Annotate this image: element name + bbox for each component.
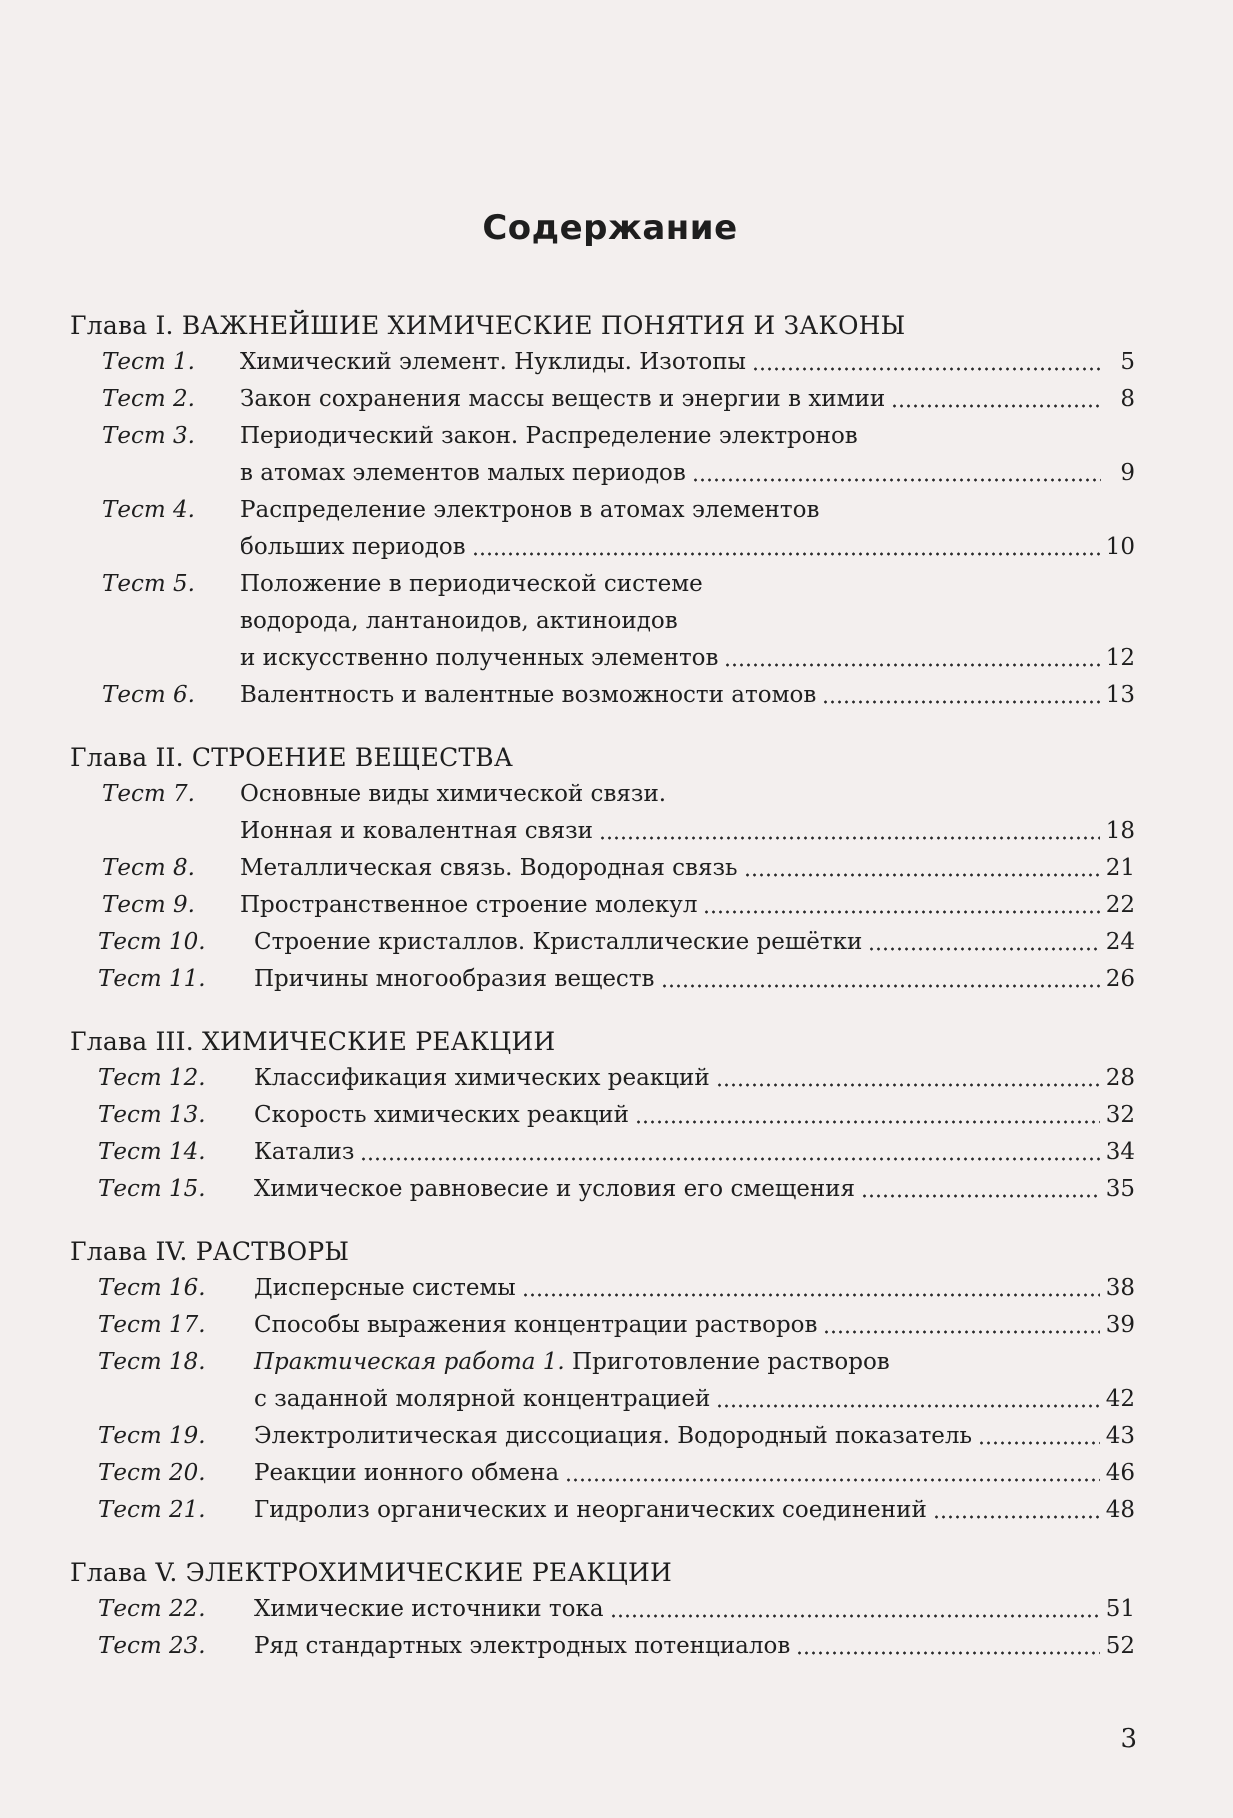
entry-line	[254, 1060, 1135, 1097]
entry-page-number: 35	[1105, 1176, 1135, 1202]
dot-leader	[716, 1083, 1100, 1087]
dot-leader	[796, 1651, 1099, 1655]
entry-line	[254, 1307, 1135, 1344]
entry-page-number: 52	[1105, 1633, 1135, 1659]
toc-entry	[70, 1591, 1135, 1628]
entry-page-number: 22	[1105, 892, 1135, 918]
entry-page-number: 13	[1105, 682, 1135, 708]
entry-line	[254, 1270, 1135, 1307]
entry-body	[240, 677, 1135, 714]
test-label: Тест 23.	[98, 1633, 206, 1659]
toc-entry	[70, 566, 1135, 677]
entry-body	[254, 1628, 1135, 1665]
entry-line	[254, 1097, 1135, 1134]
dot-leader	[752, 367, 1101, 371]
toc-entry	[70, 492, 1135, 566]
test-label: Тест 6.	[102, 682, 195, 708]
dot-leader	[661, 984, 1100, 988]
dot-leader	[868, 947, 1099, 951]
entry-line	[240, 850, 1135, 887]
entry-body	[240, 887, 1135, 924]
test-label: Тест 22.	[98, 1596, 206, 1622]
entry-text: с заданной молярной концентрацией	[254, 1386, 711, 1412]
entry-line	[240, 776, 1135, 813]
entry-page-number: 5	[1120, 349, 1135, 375]
entry-line	[254, 961, 1135, 998]
dot-leader	[933, 1515, 1100, 1519]
entry-line	[240, 566, 1135, 603]
entry-line	[254, 1344, 1135, 1381]
toc-entry	[70, 344, 1135, 381]
entry-text: Периодический закон. Распределение электронов	[240, 423, 858, 449]
dot-leader	[716, 1404, 1099, 1408]
entry-text: Химическое равновесие и условия его смещения	[254, 1176, 855, 1202]
entry-page-number: 18	[1105, 818, 1135, 844]
dot-leader	[610, 1614, 1100, 1618]
entry-text: Приготовление растворов	[564, 1349, 890, 1375]
test-label: Тест 19.	[98, 1423, 206, 1449]
entry-body	[254, 924, 1135, 961]
entry-page-number: 39	[1105, 1312, 1135, 1338]
test-label: Тест 16.	[98, 1275, 206, 1301]
entry-line	[240, 492, 1135, 529]
dot-leader	[599, 836, 1100, 840]
toc-entry	[70, 924, 1135, 961]
entry-page-number: 32	[1105, 1102, 1135, 1128]
dot-leader	[565, 1478, 1100, 1482]
dot-leader	[472, 552, 1100, 556]
entry-body	[254, 1097, 1135, 1134]
test-label: Тест 10.	[98, 929, 206, 955]
entry-body	[254, 1455, 1135, 1492]
entry-text: Строение кристаллов. Кристаллические решётки	[254, 929, 863, 955]
entry-text: Скорость химических реакций	[254, 1102, 629, 1128]
entry-text: Способы выражения концентрации растворов	[254, 1312, 818, 1338]
entry-text: Химический элемент. Нуклиды. Изотопы	[240, 349, 746, 375]
chapter-heading: Глава V. ЭЛЕКТРОХИМИЧЕСКИЕ РЕАКЦИИ	[70, 1558, 673, 1587]
entry-page-number: 24	[1105, 929, 1135, 955]
entry-page-number: 42	[1105, 1386, 1135, 1412]
entry-line	[254, 1171, 1135, 1208]
entry-line	[240, 813, 1135, 850]
dot-leader	[635, 1120, 1100, 1124]
entry-body	[240, 492, 1135, 566]
entry-page-number: 34	[1105, 1139, 1135, 1165]
entry-body	[254, 1134, 1135, 1171]
toc-entry	[70, 1097, 1135, 1134]
entry-page-number: 46	[1105, 1460, 1135, 1486]
entry-text: Катализ	[254, 1139, 355, 1165]
entry-body	[254, 1418, 1135, 1455]
entry-text: Электролитическая диссоциация. Водородный показатель	[254, 1423, 973, 1449]
test-label: Тест 12.	[98, 1065, 206, 1091]
entry-text: и искусственно полученных элементов	[240, 645, 719, 671]
toc-entry	[70, 887, 1135, 924]
entry-text: в атомах элементов малых периодов	[240, 460, 686, 486]
dot-leader	[822, 700, 1099, 704]
entry-text: Дисперсные системы	[254, 1275, 516, 1301]
entry-text: водорода, лантаноидов, актиноидов	[240, 608, 678, 634]
entry-page-number: 26	[1105, 966, 1135, 992]
entry-body	[240, 344, 1135, 381]
entry-line	[240, 344, 1135, 381]
entry-page-number: 48	[1105, 1497, 1135, 1523]
entry-line	[240, 455, 1135, 492]
entry-body	[254, 1591, 1135, 1628]
toc-entry	[70, 1418, 1135, 1455]
test-label: Тест 8.	[102, 855, 195, 881]
entry-line	[254, 924, 1135, 961]
entry-text: Классификация химических реакций	[254, 1065, 710, 1091]
toc-entry	[70, 850, 1135, 887]
entry-page-number: 10	[1105, 534, 1135, 560]
entry-text: Закон сохранения массы веществ и энергии в химии	[240, 386, 886, 412]
entry-line	[254, 1134, 1135, 1171]
test-label: Тест 1.	[102, 349, 195, 375]
toc-chapter	[70, 1024, 1135, 1208]
test-label: Тест 18.	[98, 1349, 206, 1375]
entry-body	[240, 418, 1135, 492]
toc-entry	[70, 1171, 1135, 1208]
dot-leader	[360, 1157, 1099, 1161]
toc-entry	[70, 1060, 1135, 1097]
toc-chapter	[70, 308, 1135, 714]
entry-text: Валентность и валентные возможности атомов	[240, 682, 817, 708]
entry-page-number: 9	[1120, 460, 1135, 486]
toc-entry	[70, 1455, 1135, 1492]
entry-text: Химические источники тока	[254, 1596, 604, 1622]
entry-line	[240, 603, 1135, 640]
chapter-heading: Глава III. ХИМИЧЕСКИЕ РЕАКЦИИ	[70, 1027, 556, 1056]
table-of-contents	[70, 308, 1135, 1691]
toc-chapter	[70, 740, 1135, 998]
entry-text: Положение в периодической системе	[240, 571, 703, 597]
test-label: Тест 5.	[102, 571, 195, 597]
test-label: Тест 9.	[102, 892, 195, 918]
dot-leader	[744, 873, 1100, 877]
entry-page-number: 12	[1105, 645, 1135, 671]
entry-text: Причины многообразия веществ	[254, 966, 655, 992]
toc-chapter	[70, 1555, 1135, 1665]
entry-text: Ионная и ковалентная связи	[240, 818, 593, 844]
entry-line	[254, 1492, 1135, 1529]
entry-body	[240, 381, 1135, 418]
entry-text: Основные виды химической связи.	[240, 781, 667, 807]
entry-text: Распределение электронов в атомах элементов	[240, 497, 820, 523]
test-label: Тест 14.	[98, 1139, 206, 1165]
entry-line	[240, 529, 1135, 566]
test-label: Тест 2.	[102, 386, 195, 412]
entry-line	[240, 381, 1135, 418]
entry-page-number: 28	[1105, 1065, 1135, 1091]
test-label: Тест 13.	[98, 1102, 206, 1128]
entry-line	[240, 677, 1135, 714]
toc-entry	[70, 1134, 1135, 1171]
test-label: Тест 20.	[98, 1460, 206, 1486]
test-label: Тест 15.	[98, 1176, 206, 1202]
dot-leader	[891, 404, 1101, 408]
entry-body	[254, 1344, 1135, 1418]
entry-line	[240, 418, 1135, 455]
test-label: Тест 3.	[102, 423, 195, 449]
toc-entry	[70, 1492, 1135, 1529]
dot-leader	[522, 1293, 1100, 1297]
entry-text: Пространственное строение молекул	[240, 892, 698, 918]
toc-chapter	[70, 1234, 1135, 1529]
entry-body	[254, 1171, 1135, 1208]
entry-text: больших периодов	[240, 534, 466, 560]
dot-leader	[861, 1194, 1100, 1198]
entry-body	[240, 850, 1135, 887]
dot-leader	[703, 910, 1099, 914]
dot-leader	[823, 1330, 1099, 1334]
toc-entry	[70, 418, 1135, 492]
entry-body	[254, 1060, 1135, 1097]
toc-entry	[70, 776, 1135, 850]
chapter-heading: Глава I. ВАЖНЕЙШИЕ ХИМИЧЕСКИЕ ПОНЯТИЯ И ЗАКОНЫ	[70, 311, 906, 340]
entry-line	[254, 1455, 1135, 1492]
entry-page-number: 43	[1105, 1423, 1135, 1449]
test-label: Тест 21.	[98, 1497, 206, 1523]
test-label: Тест 17.	[98, 1312, 206, 1338]
chapter-heading: Глава IV. РАСТВОРЫ	[70, 1237, 350, 1266]
entry-line	[254, 1418, 1135, 1455]
entry-text: Металлическая связь. Водородная связь	[240, 855, 738, 881]
dot-leader	[978, 1441, 1100, 1445]
entry-text: Ряд стандартных электродных потенциалов	[254, 1633, 791, 1659]
entry-text: Реакции ионного обмена	[254, 1460, 560, 1486]
dot-leader	[692, 478, 1101, 482]
entry-line	[254, 1591, 1135, 1628]
entry-line	[240, 887, 1135, 924]
entry-page-number: 8	[1120, 386, 1135, 412]
entry-italic-prefix: Практическая работа 1.	[254, 1349, 565, 1375]
page-number: 3	[1120, 1724, 1137, 1754]
test-label: Тест 11.	[98, 966, 206, 992]
entry-body	[254, 1270, 1135, 1307]
entry-body	[254, 961, 1135, 998]
chapter-heading: Глава II. СТРОЕНИЕ ВЕЩЕСТВА	[70, 743, 513, 772]
toc-entry	[70, 1628, 1135, 1665]
toc-entry	[70, 677, 1135, 714]
entry-page-number: 51	[1105, 1596, 1135, 1622]
entry-text: Гидролиз органических и неорганических соединений	[254, 1497, 927, 1523]
toc-entry	[70, 1270, 1135, 1307]
entry-page-number: 21	[1105, 855, 1135, 881]
page-title: Содержание	[482, 208, 738, 248]
entry-line	[240, 640, 1135, 677]
toc-entry	[70, 961, 1135, 998]
entry-line	[254, 1381, 1135, 1418]
toc-entry	[70, 1307, 1135, 1344]
test-label: Тест 4.	[102, 497, 195, 523]
entry-page-number: 38	[1105, 1275, 1135, 1301]
entry-body	[254, 1492, 1135, 1529]
entry-body	[254, 1307, 1135, 1344]
test-label: Тест 7.	[102, 781, 195, 807]
entry-body	[240, 776, 1135, 850]
toc-entry	[70, 1344, 1135, 1418]
dot-leader	[724, 663, 1099, 667]
entry-line	[254, 1628, 1135, 1665]
toc-entry	[70, 381, 1135, 418]
entry-body	[240, 566, 1135, 677]
